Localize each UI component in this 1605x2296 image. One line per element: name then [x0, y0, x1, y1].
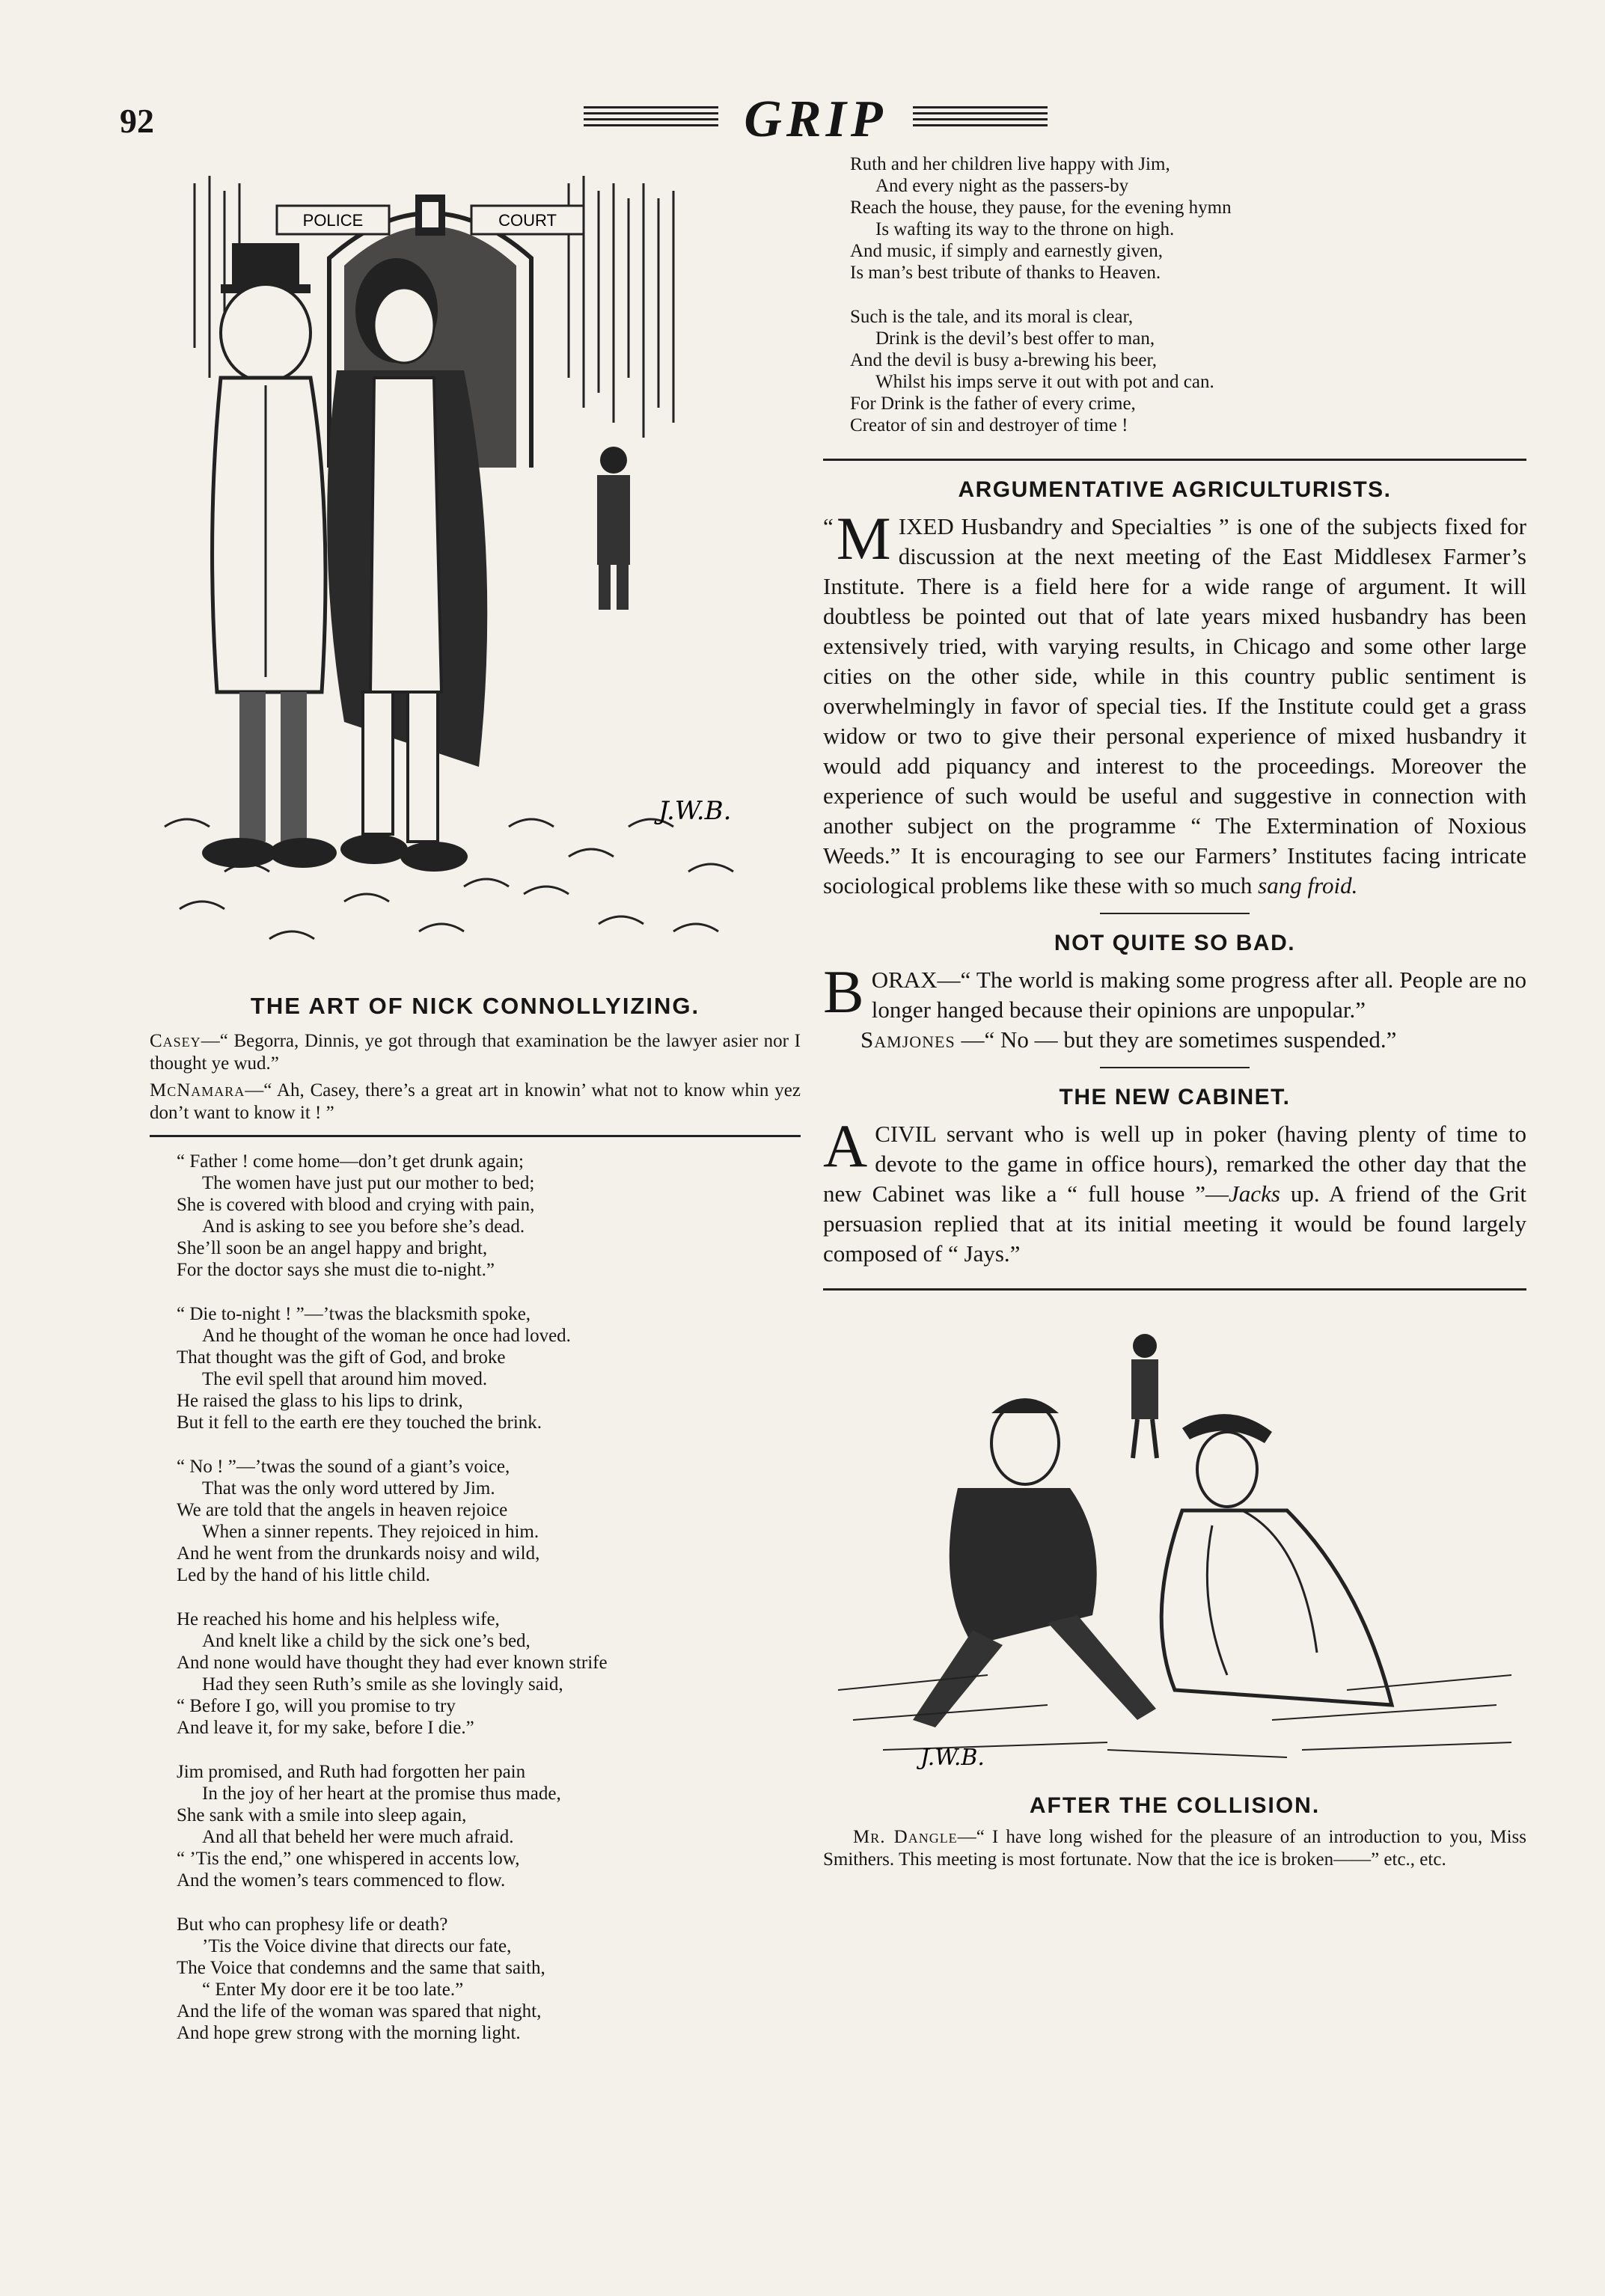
poem-line: Is man’s best tribute of thanks to Heaven.	[850, 263, 1161, 283]
poem-line: But it fell to the earth ere they touched the brink.	[177, 1412, 542, 1433]
poem-line: And leave it, for my sake, before I die.”	[177, 1718, 474, 1738]
short-divider	[1100, 1067, 1250, 1068]
poem-line: For Drink is the father of every crime,	[850, 394, 1136, 414]
caption-body: —“ I have long wished for the pleasure of an introduction to you, Miss Smithers. This meeting is most fortunate. Now that the ice is broken——” etc., etc.	[823, 1827, 1526, 1870]
poem-line: And the life of the woman was spared that night,	[177, 2001, 542, 2021]
article-text-italic: Jacks	[1229, 1181, 1280, 1207]
poem-line: And hope grew strong with the morning light.	[177, 2023, 521, 2043]
poem-line: “ No ! ”—’twas the sound of a giant’s voice,	[177, 1457, 510, 1477]
dialogue-text: —“ Ah, Casey, there’s a great art in knowin’ what not to know whin yez don’t want to know it ! ”	[150, 1080, 801, 1123]
article-title-agriculturists: ARGUMENTATIVE AGRICULTURISTS.	[958, 477, 1392, 502]
poem-line: For the doctor says she must die to-night.”	[177, 1260, 495, 1280]
article-body	[823, 958, 1526, 1026]
right-column	[823, 153, 1526, 1871]
poem-line: Whilst his imps serve it out with pot and can.	[875, 372, 1214, 392]
poem-line: Led by the hand of his little child.	[177, 1565, 430, 1585]
cartoon-title: THE ART OF NICK CONNOLLYIZING.	[250, 993, 700, 1019]
article-agriculturists	[823, 504, 1526, 901]
dialogue-line-mcnamara	[150, 1080, 801, 1124]
caption-text	[823, 1826, 1526, 1871]
poem-line: ’Tis the Voice divine that directs our fate,	[202, 1936, 512, 1956]
speaker-name: Samjones	[860, 1026, 956, 1053]
poem-line: In the joy of her heart at the promise thus made,	[202, 1784, 561, 1804]
speaker-name: Casey	[150, 1031, 201, 1051]
poem-line: Ruth and her children live happy with Jim,	[850, 154, 1170, 174]
poem-line: The women have just put our mother to bed;	[202, 1173, 535, 1193]
poem-right-part	[850, 153, 1526, 436]
poem-line: And he went from the drunkards noisy and wild,	[177, 1543, 540, 1564]
poem-line: And he thought of the woman he once had loved.	[202, 1326, 571, 1346]
open-quote: “	[823, 513, 834, 539]
article-text: —“ No — but they are sometimes suspended.”	[955, 1026, 1397, 1053]
dialogue-text: —“ Begorra, Dinnis, ye got through that examination be the lawyer asier nor I thought ye wud.”	[150, 1031, 801, 1074]
poem-left-part	[177, 1151, 801, 2044]
masthead-rule-right	[913, 106, 1048, 129]
poem-line: She’ll soon be an angel happy and bright,	[177, 1238, 488, 1258]
poem-line: When a sinner repents. They rejoiced in him.	[202, 1522, 539, 1542]
poem-line: That thought was the gift of God, and broke	[177, 1347, 506, 1368]
section-divider	[823, 459, 1526, 461]
poem-stanza	[177, 1456, 801, 1586]
article-text: CIVIL servant who is well up in poker (having plenty of time to devote to the game in office hours), remarked the other day that the new Cabinet was like a “ full house ”—	[823, 1121, 1526, 1207]
poem-line: “ Enter My door ere it be too late.”	[202, 1980, 464, 2000]
speaker-name: Mr. Dangle	[853, 1827, 958, 1847]
left-column	[150, 153, 801, 2066]
cartoon-police-court-drawing	[150, 153, 801, 976]
poem-line: And the devil is busy a-brewing his beer,	[850, 350, 1158, 370]
cartoon-after-collision	[823, 1301, 1526, 1780]
column-divider	[150, 1135, 801, 1137]
poem-line: But who can prophesy life or death?	[177, 1914, 448, 1935]
poem-line: We are told that the angels in heaven rejoice	[177, 1500, 508, 1520]
poem-line: “ Father ! come home—don’t get drunk again;	[177, 1151, 524, 1172]
drop-cap: B	[823, 958, 864, 1026]
article-text-italic: sang froid.	[1258, 872, 1358, 898]
cartoon-title: AFTER THE COLLISION.	[1029, 1793, 1321, 1818]
poem-line: The evil spell that around him moved.	[202, 1369, 488, 1389]
cartoon-after-collision-drawing	[823, 1301, 1526, 1780]
poem-line: “ Before I go, will you promise to try	[177, 1696, 456, 1716]
drop-cap: M	[836, 504, 891, 572]
poem-line: Such is the tale, and its moral is clear,	[850, 307, 1134, 327]
article-body	[823, 504, 1526, 901]
cartoon-dialogue	[150, 1030, 801, 1124]
cartoon-caption	[823, 1826, 1526, 1871]
drop-cap: A	[823, 1112, 868, 1180]
sign-court: COURT	[498, 211, 557, 230]
poem-line: Jim promised, and Ruth had forgotten her pain	[177, 1762, 526, 1782]
article-not-quite-so-bad	[823, 958, 1526, 1055]
poem-line: Is wafting its way to the throne on high.	[875, 219, 1175, 239]
poem-line: She sank with a smile into sleep again,	[177, 1805, 467, 1825]
poem-line: And music, if simply and earnestly given,	[850, 241, 1163, 261]
poem-line: And all that beheld her were much afraid.	[202, 1827, 514, 1847]
sign-police: POLICE	[302, 211, 364, 230]
poem-stanza	[850, 153, 1526, 284]
article-title-new-cabinet: THE NEW CABINET.	[1059, 1085, 1291, 1109]
masthead-title: GRIP	[744, 91, 887, 148]
poem-line: That was the only word uttered by Jim.	[202, 1478, 495, 1498]
cartoon-signature: J.W.B.	[920, 1745, 985, 1771]
poem-line: Reach the house, they pause, for the evening hymn	[850, 198, 1232, 218]
poem-line: Creator of sin and destroyer of time !	[850, 415, 1128, 435]
poem-line: And every night as the passers-by	[875, 176, 1129, 196]
article-text: ORAX—“ The world is making some progress after all. People are no longer hanged because their opinions are unpopular.”	[871, 967, 1526, 1023]
article-text: up. A friend of the Grit persuasion replied that at its initial meeting it would be found largely composed of “ Jays.”	[823, 1181, 1526, 1267]
poem-line: She is covered with blood and crying with pain,	[177, 1195, 535, 1215]
poem-line: He reached his home and his helpless wife,	[177, 1609, 500, 1629]
page-number: 92	[120, 102, 154, 140]
poem-stanza	[177, 1761, 801, 1891]
poem-stanza	[177, 1608, 801, 1739]
poem-stanza	[850, 306, 1526, 436]
article-body	[823, 1112, 1526, 1269]
short-divider	[1100, 913, 1250, 914]
article-text: IXED Husbandry and Specialties ” is one of the subjects fixed for discussion at the next meeting of the East Middlesex Farmer’s Institute. There is a field here for a wide range of argument. It will doubtless be pointed out that of late years mixed husbandry has been extensively tried, with varying results, in Chicago and some other large cities on the other side, while in this country public sentiment is overwhelmingly in favor of special ties. If the Institute could get a grass widow or two to give their personal experience of mixed husbandry it would add piquancy and interest to the proceedings. Moreover the experience of such would be useful and suggestive in connection with another subject on the programme “ The Extermination of Noxious Weeds.” It is encouraging to see our Farmers’ Institutes facing intricate sociological problems like these with so much	[823, 513, 1526, 898]
poem-line: Drink is the devil’s best offer to man,	[875, 328, 1155, 349]
section-divider	[823, 1288, 1526, 1291]
masthead-rule-left	[584, 106, 718, 129]
speaker-name: McNamara	[150, 1080, 245, 1100]
poem-line: And knelt like a child by the sick one’s bed,	[202, 1631, 531, 1651]
article-title-not-quite-so-bad: NOT QUITE SO BAD.	[1054, 931, 1296, 955]
poem-line: “ Die to-night ! ”—’twas the blacksmith spoke,	[177, 1304, 531, 1324]
poem-line: Had they seen Ruth’s smile as she lovingly said,	[202, 1674, 563, 1695]
poem-stanza	[177, 1303, 801, 1433]
poem-line: And none would have thought they had ever known strife	[177, 1653, 608, 1673]
poem-stanza	[177, 1914, 801, 2044]
poem-stanza	[177, 1151, 801, 1281]
poem-line: The Voice that condemns and the same that saith,	[177, 1958, 545, 1978]
poem-line: “ ’Tis the end,” one whispered in accents low,	[177, 1849, 520, 1869]
masthead	[569, 90, 1063, 150]
cartoon-signature: J.W.B.	[658, 796, 732, 826]
article-new-cabinet	[823, 1112, 1526, 1269]
poem-line: And the women’s tears commenced to flow.	[177, 1870, 506, 1891]
article-reply	[823, 1025, 1526, 1055]
poem-line: And is asking to see you before she’s dead.	[202, 1216, 525, 1237]
poem-line: He raised the glass to his lips to drink,	[177, 1391, 463, 1411]
dialogue-line-casey	[150, 1030, 801, 1075]
cartoon-police-court	[150, 153, 801, 976]
